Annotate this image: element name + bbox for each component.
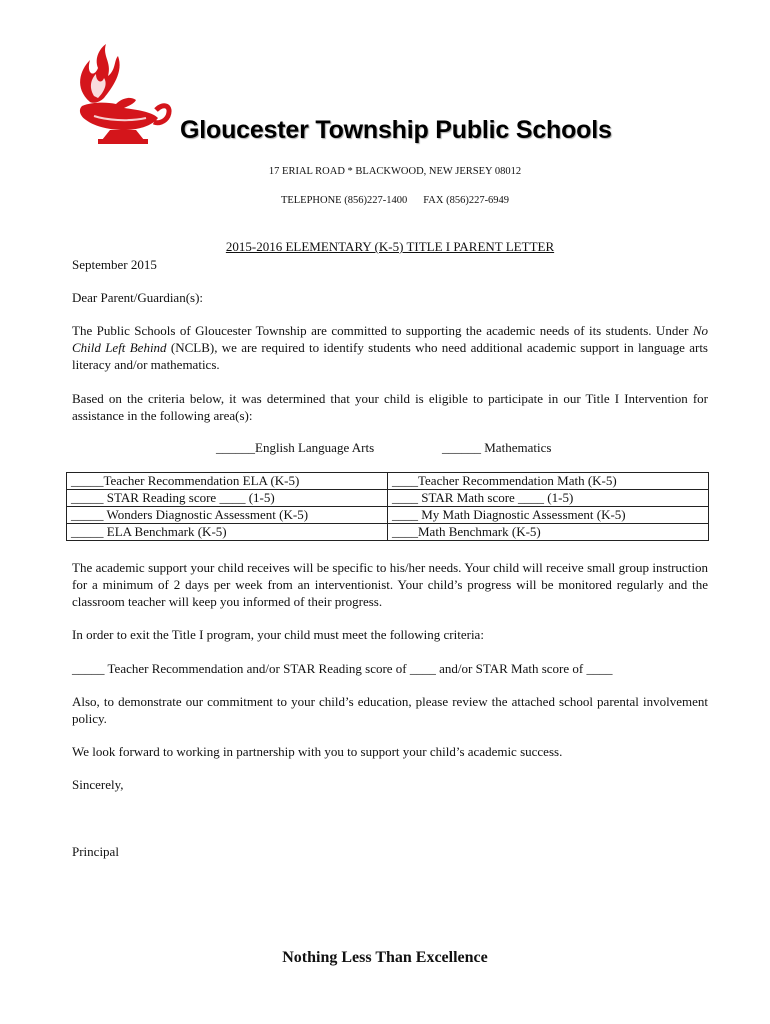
telephone: TELEPHONE (856)227-1400: [280, 195, 408, 206]
criteria-ela-cell: _____ Wonders Diagnostic Assessment (K-5): [67, 507, 388, 524]
area-math: ______ Mathematics: [442, 440, 552, 455]
support-paragraph: The academic support your child receives will be specific to his/her needs. Your child will receive small group instruction for a minimum of 2 days per week from an interventionist. Your child’s progress will be monitored regularly and the classroom teacher will keep you informed of their progress.: [72, 560, 708, 609]
intro-paragraph: The Public Schools of Gloucester Township are committed to supporting the academic needs of its students. Under No Child Left Behind (NCLB), we are required to identify students who need additional academic support in language arts literacy and/or mathematics.: [72, 323, 708, 372]
motto: Nothing Less Than Excellence: [282, 949, 488, 966]
criteria-table: [66, 472, 709, 541]
school-name: Gloucester Township Public Schools: [180, 116, 612, 144]
table-row: [67, 473, 709, 490]
signature-title: Principal: [72, 844, 119, 859]
criteria-math-cell: ____Teacher Recommendation Math (K-5): [388, 473, 709, 490]
table-row: [67, 490, 709, 507]
table-row: [67, 507, 709, 524]
partnership-paragraph: We look forward to working in partnership with you to support your child’s academic success.: [72, 744, 563, 759]
school-address: 17 ERIAL ROAD * BLACKWOOD, NEW JERSEY 08012: [268, 166, 522, 177]
letter-date: September 2015: [72, 257, 157, 272]
criteria-ela-cell: _____ ELA Benchmark (K-5): [67, 524, 388, 541]
exit-criteria-intro: In order to exit the Title I program, your child must meet the following criteria:: [72, 627, 484, 642]
closing: Sincerely,: [72, 777, 124, 792]
fax: FAX (856)227-6949: [423, 195, 510, 206]
criteria-math-cell: ____ My Math Diagnostic Assessment (K-5): [388, 507, 709, 524]
policy-paragraph: Also, to demonstrate our commitment to your child’s education, please review the attached school parental involvement policy.: [72, 694, 708, 726]
eligibility-paragraph: Based on the criteria below, it was determined that your child is eligible to participate in our Title I Intervention for assistance in the following area(s):: [72, 391, 708, 423]
exit-criteria-line: _____ Teacher Recommendation and/or STAR Reading score of ____ and/or STAR Math score of ____: [72, 661, 613, 676]
lamp-of-learning-logo: [72, 40, 172, 145]
criteria-math-cell: ____ STAR Math score ____ (1-5): [388, 490, 709, 507]
letter-heading: 2015-2016 ELEMENTARY (K-5) TITLE I PARENT LETTER: [225, 239, 555, 254]
criteria-ela-cell: _____Teacher Recommendation ELA (K-5): [67, 473, 388, 490]
criteria-ela-cell: _____ STAR Reading score ____ (1-5): [67, 490, 388, 507]
table-row: [67, 524, 709, 541]
criteria-math-cell: ____Math Benchmark (K-5): [388, 524, 709, 541]
area-ela: ______English Language Arts: [216, 440, 375, 455]
greeting: Dear Parent/Guardian(s):: [72, 290, 204, 305]
law-name: No Child Left Behind: [72, 323, 708, 355]
contact-line: [0, 195, 770, 206]
